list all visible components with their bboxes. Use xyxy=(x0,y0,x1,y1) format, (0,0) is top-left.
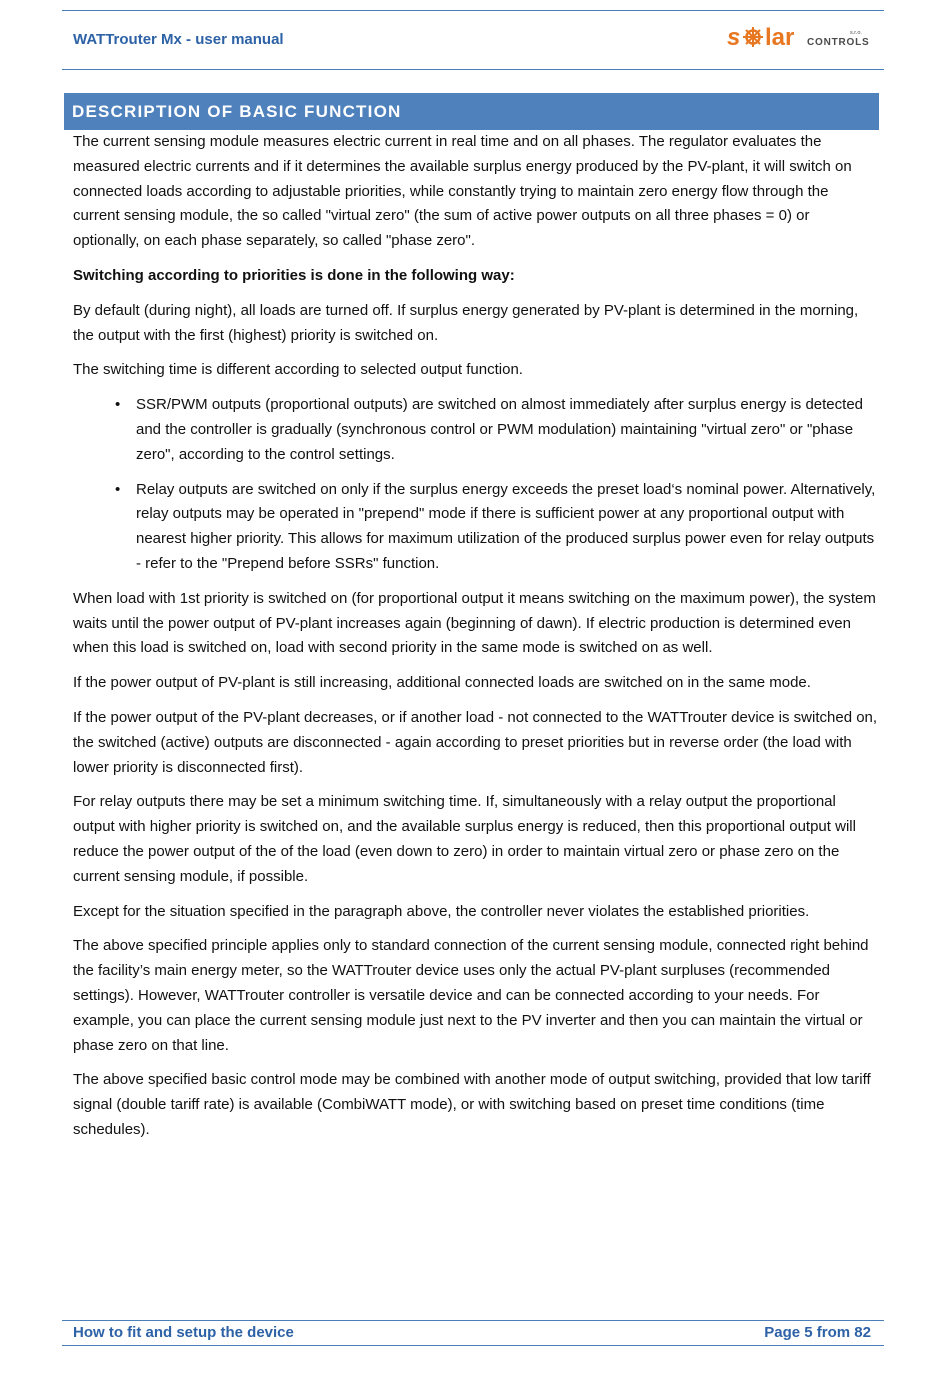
header-bottom-rule xyxy=(62,69,884,70)
paragraph: By default (during night), all loads are turned off. If surplus energy generated by PV-plant is determined in the morning, the output with the first (highest) priority is switched on. xyxy=(73,301,859,344)
paragraph: The current sensing module measures electric current in real time and on all phases. The regulator evaluates the measured electric currents and if it determines the available surplus energy produced by the PV-plant, it will switch on connected loads according to adjustable priorities, while constantly trying to maintain zero energy flow through the current sensing module, the so called "virtual zero" (the sum of active power outputs on all three phases = 0) or optionally, on each phase separately, so called "phase zero". xyxy=(73,133,852,250)
list-item-text: Relay outputs are switched on only if the surplus energy exceeds the preset load‘s nominal power. Alternatively, relay outputs may be operated in "prepend" mode if there is sufficient power at any proportional output with nearest higher priority. This allows for maximum utilization of the produced surplus power even for relay outputs - refer to the "Prepend before SSRs" function. xyxy=(136,480,876,572)
logo-s: s xyxy=(727,24,741,50)
paragraph: If the power output of the PV-plant decreases, or if another load - not connected to the WATTrouter device is switched on, the switched (active) outputs are disconnected - again according to preset priorities but in reverse order (the load with lower priority is disconnected first). xyxy=(73,708,878,776)
list-item-text: SSR/PWM outputs (proportional outputs) are switched on almost immediately after surplus energy is detected and the controller is gradually (synchronous control or PWM modulation) maintaining "virtual zero" or "phase zero", according to the control settings. xyxy=(136,396,864,463)
footer-bottom-rule xyxy=(62,1345,884,1346)
paragraph: The above specified basic control mode may be combined with another mode of output switching, provided that low tariff signal (double tariff rate) is available (CombiWATT mode), or with switching based on preset time conditions (time schedules). xyxy=(73,1071,871,1138)
footer-chapter-title: How to fit and setup the device xyxy=(73,1324,294,1341)
paragraph: Except for the situation specified in the paragraph above, the controller never violates the established priorities. xyxy=(73,902,810,920)
paragraph: When load with 1st priority is switched on (for proportional output it means switching on the maximum power), the system waits until the power output of PV-plant increases again (beginning of dawn). If electric production is determined even when this load is switched on, load with second priority in the same mode is switched on as well. xyxy=(73,589,876,657)
section-heading: DESCRIPTION OF BASIC FUNCTION xyxy=(64,93,879,130)
paragraph: If the power output of PV-plant is still increasing, additional connected loads are switched on in the same mode. xyxy=(73,674,811,692)
logo-controls: CONTROLS xyxy=(807,37,870,48)
solar-controls-logo xyxy=(727,24,877,50)
list-item xyxy=(73,393,878,467)
sun-icon xyxy=(743,27,763,47)
footer-top-rule xyxy=(62,1320,884,1321)
bullet-list xyxy=(73,393,878,577)
bold-subheading: Switching according to priorities is done in the following way: xyxy=(73,266,515,284)
page-body xyxy=(73,130,878,1153)
list-item xyxy=(73,478,878,577)
paragraph: The switching time is different according to selected output function. xyxy=(73,361,523,379)
paragraph: For relay outputs there may be set a minimum switching time. If, simultaneously with a relay output the proportional output with higher priority is switched on, and the available surplus energy is reduced, then this proportional output will reduce the power output of the of the load (even down to zero) in order to maintain virtual zero or phase zero on the current sensing module, if possible. xyxy=(73,793,856,885)
paragraph: The above specified principle applies only to standard connection of the current sensing module, connected right behind the facility’s main energy meter, so the WATTrouter device uses only the actual PV-plant surpluses (recommended settings). However, WATTrouter controller is versatile device and can be connected according to your needs. For example, you can place the current sensing module just next to the PV inverter and then you can maintain the virtual or phase zero on that line. xyxy=(73,937,869,1054)
logo-lar: lar xyxy=(765,24,795,50)
page-number: Page 5 from 82 xyxy=(764,1324,871,1341)
bullet-icon: • xyxy=(115,396,121,414)
logo-sro: s.r.o. xyxy=(850,30,862,36)
bullet-icon: • xyxy=(115,480,121,498)
header-top-rule xyxy=(62,10,884,11)
document-title: WATTrouter Mx - user manual xyxy=(73,31,284,48)
